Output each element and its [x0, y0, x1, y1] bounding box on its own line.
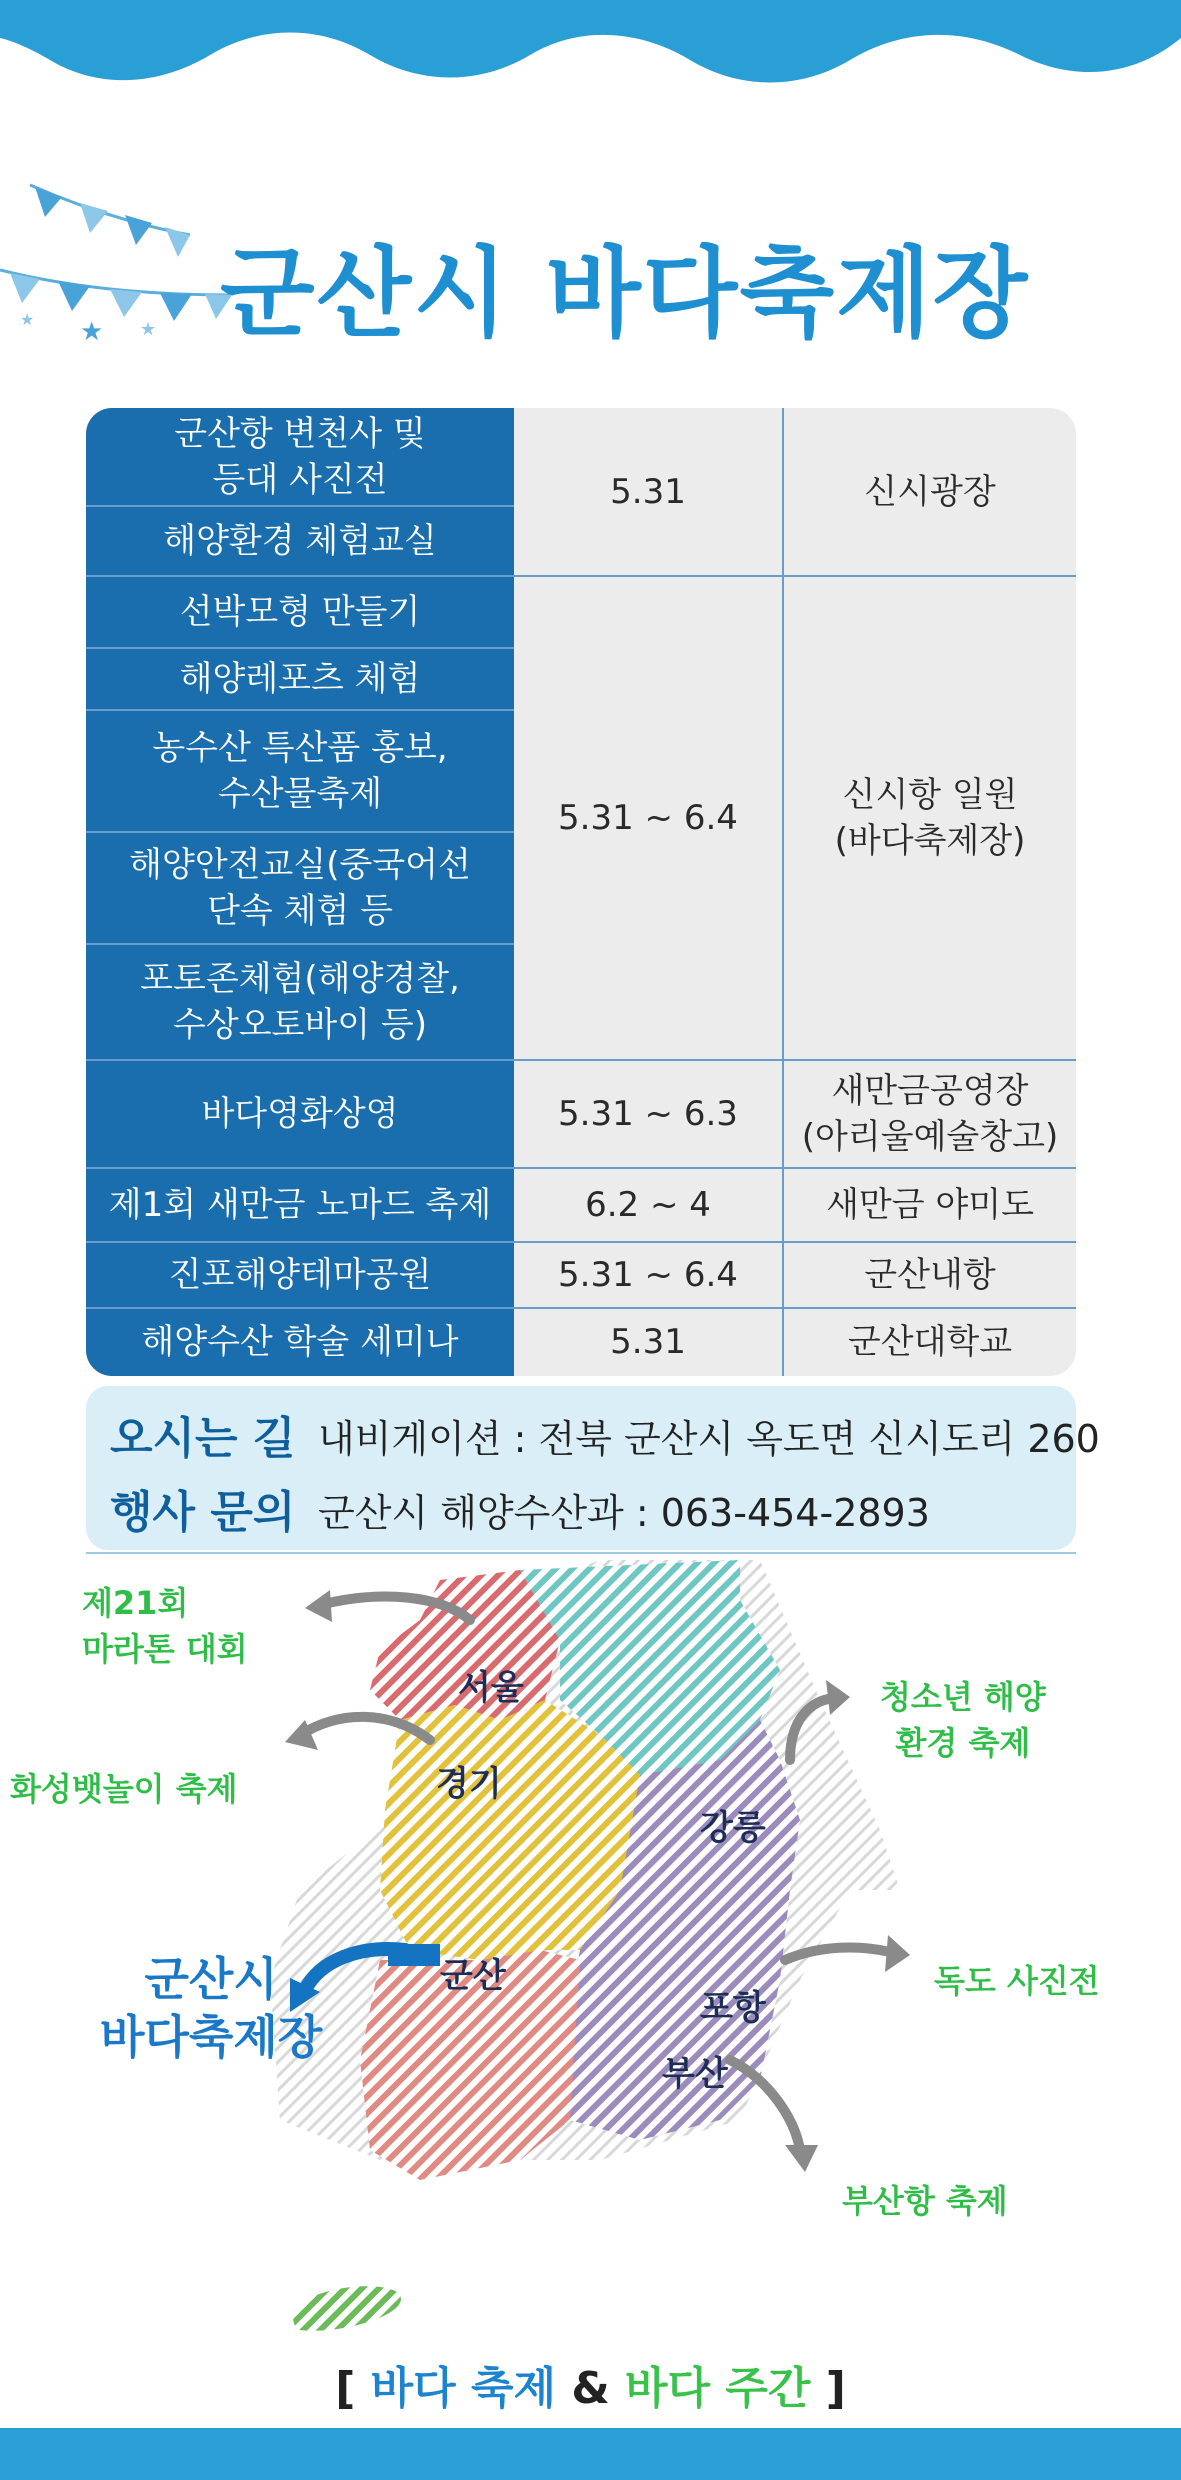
table-cell-date: 5.31 ~ 6.4 — [558, 1255, 738, 1295]
footer-sea-festival: 바다 축제 — [370, 2363, 556, 2414]
table-cell-place: 군산내항 — [864, 1255, 996, 1295]
table-row-event: 바다영화상영 — [201, 1094, 399, 1134]
event-label-gunsan-sea-festival: 군산시 바다축제장 — [100, 1952, 323, 2064]
city-label-busan: 부산 — [662, 2054, 728, 2094]
table-cell-date: 5.31 ~ 6.3 — [558, 1094, 738, 1134]
table-cell-date: 6.2 ~ 4 — [585, 1185, 711, 1225]
bottom-bar — [0, 2428, 1181, 2480]
row-divider — [86, 575, 514, 577]
event-label-youth-marine: 청소년 해양 환경 축제 — [880, 1678, 1046, 1762]
info-box — [86, 1386, 1100, 1550]
table-row-event: 해양수산 학술 세미나 — [141, 1322, 459, 1362]
table-row-event: 해양안전교실(중국어선 단속 체험 등 — [129, 845, 471, 931]
table-row-event: 포토존체험(해양경찰, 수상오토바이 등) — [140, 959, 460, 1045]
table-row-event: 해양환경 체험교실 — [163, 521, 437, 561]
table-cell-date: 5.31 — [610, 472, 686, 512]
row-divider — [86, 943, 514, 945]
contact-label: 행사 문의 — [110, 1487, 296, 1538]
svg-text:★: ★ — [140, 319, 157, 340]
table-cell-date: 5.31 ~ 6.4 — [558, 798, 738, 838]
directions-label: 오시는 길 — [110, 1413, 296, 1464]
footer-caption — [0, 2352, 1181, 2416]
footer-open-bracket: [ — [335, 2363, 356, 2414]
svg-text:★: ★ — [20, 310, 35, 329]
event-label-dokdo: 독도 사진전 — [934, 1962, 1100, 2000]
row-divider — [86, 505, 514, 507]
footer-close-bracket: ] — [825, 2363, 846, 2414]
table-row-event: 진포해양테마공원 — [168, 1255, 432, 1295]
footer-sea-week: 바다 주간 — [625, 2363, 811, 2414]
footer-ampersand: & — [571, 2363, 610, 2414]
event-label-busan-port: 부산항 축제 — [842, 2182, 1008, 2220]
contact-text: 군산시 해양수산과 : 063-454-2893 — [318, 1491, 930, 1535]
city-label-gangneung: 강릉 — [700, 1808, 766, 1848]
row-divider — [86, 1307, 514, 1309]
table-cell-place: 새만금공영장 (아리울예술창고) — [801, 1071, 1059, 1157]
table-row-event: 해양레포츠 체험 — [179, 659, 421, 699]
table-row-event: 군산항 변천사 및 등대 사진전 — [174, 414, 426, 500]
schedule-table — [86, 408, 1076, 1376]
row-divider — [86, 709, 514, 711]
svg-text:★: ★ — [80, 317, 104, 345]
table-cell-place: 새만금 야미도 — [826, 1185, 1034, 1225]
table-row-event: 농수산 특산품 홍보, 수산물축제 — [152, 728, 448, 814]
city-label-gyeonggi: 경기 — [436, 1764, 502, 1804]
table-row-event: 제1회 새만금 노마드 축제 — [108, 1185, 492, 1225]
divider-line — [86, 1552, 1076, 1554]
row-divider — [86, 1241, 514, 1243]
table-cell-place: 신시항 일원 (바다축제장) — [834, 775, 1026, 861]
table-cell-place: 군산대학교 — [847, 1322, 1013, 1362]
city-label-pohang: 포항 — [700, 1988, 766, 2028]
city-label-seoul: 서울 — [458, 1668, 524, 1708]
table-cell-place: 신시광장 — [864, 472, 996, 512]
page-title: 군산시 바다축제장 — [220, 237, 1030, 351]
top-wave-decoration — [0, 0, 1181, 110]
directions-text: 내비게이션 : 전북 군산시 옥도면 신시도리 260 — [318, 1417, 1100, 1461]
row-divider — [86, 1167, 514, 1169]
row-divider — [86, 647, 514, 649]
row-divider — [86, 831, 514, 833]
table-row-event: 선박모형 만들기 — [179, 592, 421, 632]
event-label-hwaseong: 화성뱃놀이 축제 — [10, 1770, 238, 1808]
row-divider — [86, 1059, 514, 1061]
event-label-marathon: 제21회 마라톤 대회 — [82, 1584, 248, 1668]
bunting-flags-decoration — [0, 175, 240, 345]
city-label-gunsan: 군산 — [440, 1956, 506, 1996]
table-cell-date: 5.31 — [610, 1322, 686, 1362]
